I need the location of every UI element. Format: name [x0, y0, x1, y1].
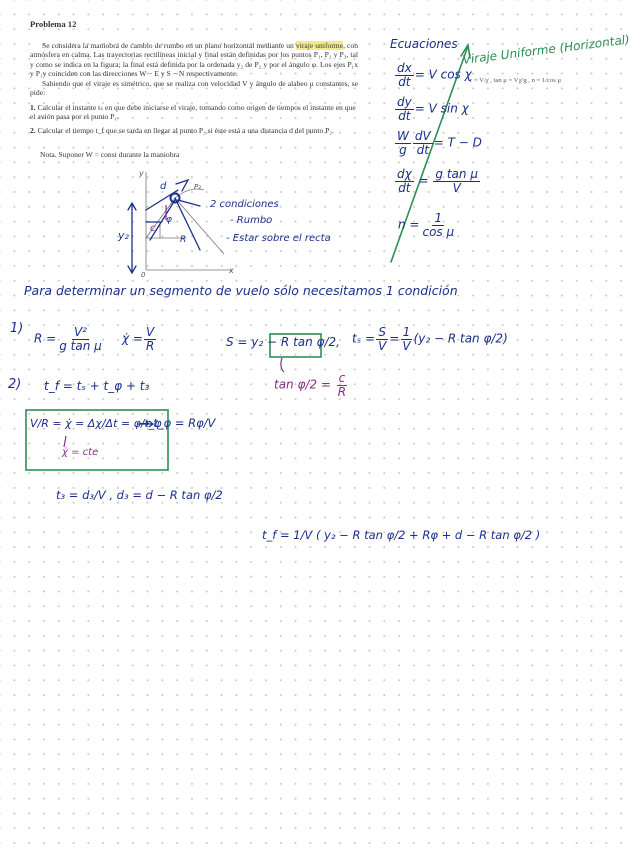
- figure-annotation-1: 2 condiciones: [210, 199, 279, 210]
- turn-rate-formula: χ̇ = $\frac{V}{R}$: [122, 325, 155, 353]
- constant-turn-note: χ̇ = cte: [62, 447, 99, 458]
- tf-sum-formula: t_f = tₛ + t_φ + t₃: [44, 379, 150, 393]
- figure-phi-label: φ: [166, 215, 172, 225]
- purple-arrow: [281, 358, 284, 372]
- boxed-term-text: R tan φ/2: [280, 335, 337, 349]
- problem-title: Problema 12: [30, 19, 77, 29]
- ts-formula: tₛ = $\frac{S}{V}$ = $\frac{1}{V}$ (y₂ − R tan φ/2): [352, 325, 508, 353]
- part-1-label: 1): [10, 321, 24, 336]
- equation-load-factor: n = $\frac{1}{\text{cos μ}}$: [398, 211, 455, 239]
- question-2-number: 2.: [30, 126, 36, 135]
- equation-dv-dt: $\frac{W}{g}$ $\frac{dV}{dt}$ = T − D: [397, 129, 482, 157]
- equation-dx-dt: $\frac{dx}{dt}$ = V cos χ: [397, 61, 472, 89]
- tf-final-formula: t_f = 1/V ( y₂ − R tan φ/2 + Rφ + d − R tan φ/2 ): [262, 528, 541, 542]
- figure-annotation-3: - Estar sobre el recta: [226, 233, 331, 244]
- problem-note: Nota. Suponer W = const durante la maniobra: [40, 150, 180, 159]
- purple-arrow-small: [64, 436, 66, 447]
- equation-dy-dt: $\frac{dy}{dt}$ = V sin χ: [397, 95, 469, 123]
- question-1-text: Calcular el instante tₛ en que debe iniciarse el viraje, tomando como origen de tiempos el instante en que el avión pasa por el punto P₁.: [30, 103, 356, 122]
- boxed-derivation-text: V/R = χ̇ = Δχ/Δt = φ/t_φ: [30, 417, 162, 430]
- figure-r-label: R: [180, 235, 187, 245]
- radius-line-2: [175, 198, 200, 250]
- figure-x-label: x: [229, 266, 234, 275]
- distance-formula: S = y₂ − R tan φ/2,: [226, 335, 340, 349]
- problem-paragraph-2: Sabiendo que el viraje es simétrico, que se realiza con velocidad V y ángulo de alabeo μ constantes, se pide:: [30, 79, 358, 98]
- side-formulas: r = V/χ̇ , tan μ = Vχ̇/g , n = 1/cos μ: [470, 77, 561, 84]
- equation-dchi-dt: $\frac{d\chi}{dt}$ = $\frac{\text{g tan μ}}{V}$: [397, 167, 478, 195]
- question-1-number: 1.: [30, 103, 36, 112]
- t3-formula: t₃ = d₃/V , d₃ = d − R tan φ/2: [56, 488, 223, 502]
- figure-d-label: d: [160, 181, 167, 192]
- ecuaciones-title: Ecuaciones: [390, 37, 458, 51]
- t-phi-result: → t_φ = Rφ/V: [140, 416, 216, 430]
- part-2-label: 2): [8, 377, 22, 392]
- intro-text-1: Se considera la maniobra de cambio de rumbo en un plano horizontal mediante un: [42, 41, 294, 50]
- intro-text-2: , con atmósfera en calma. Las trayectorias rectilíneas inicial y final están definidas por los puntos P₁, P₂ y P₃, tal y como se indica en la figura; la final está definida por la ordenada y₂ de P₂ y por el ángulo φ. Los ejes P₁x y P₁y coinciden con las direcciones W − E y S − N respectivamente.: [30, 41, 358, 78]
- viraje-uniforme-label: Viraje Uniforme (Horizontal): [461, 32, 630, 67]
- para-determinar-line: Para determinar un segmento de vuelo sólo necesitamos 1 condición: [24, 283, 458, 298]
- highlighted-term: viraje uniforme: [295, 41, 344, 50]
- d-arrow: [176, 180, 188, 191]
- figure-annotation-2: - Rumbo: [230, 215, 273, 226]
- tan-half-phi-formula: tan φ/2 = $\frac{c}{R}$: [274, 371, 347, 399]
- radius-formula: R = $\frac{\text{V²}}{\text{g tan μ}}$: [34, 325, 102, 353]
- figure-p2-label: P₂: [194, 183, 202, 191]
- figure-c-label: c: [150, 223, 156, 234]
- question-2-text: Calcular el tiempo t_f que se tarda en llegar al punto P₃ si éste está a una distancia d del punto P₂.: [37, 126, 334, 135]
- figure-y2-label: y₂: [118, 229, 129, 242]
- figure-y-label: y: [139, 169, 144, 178]
- figure-origin-label: 0: [141, 271, 146, 279]
